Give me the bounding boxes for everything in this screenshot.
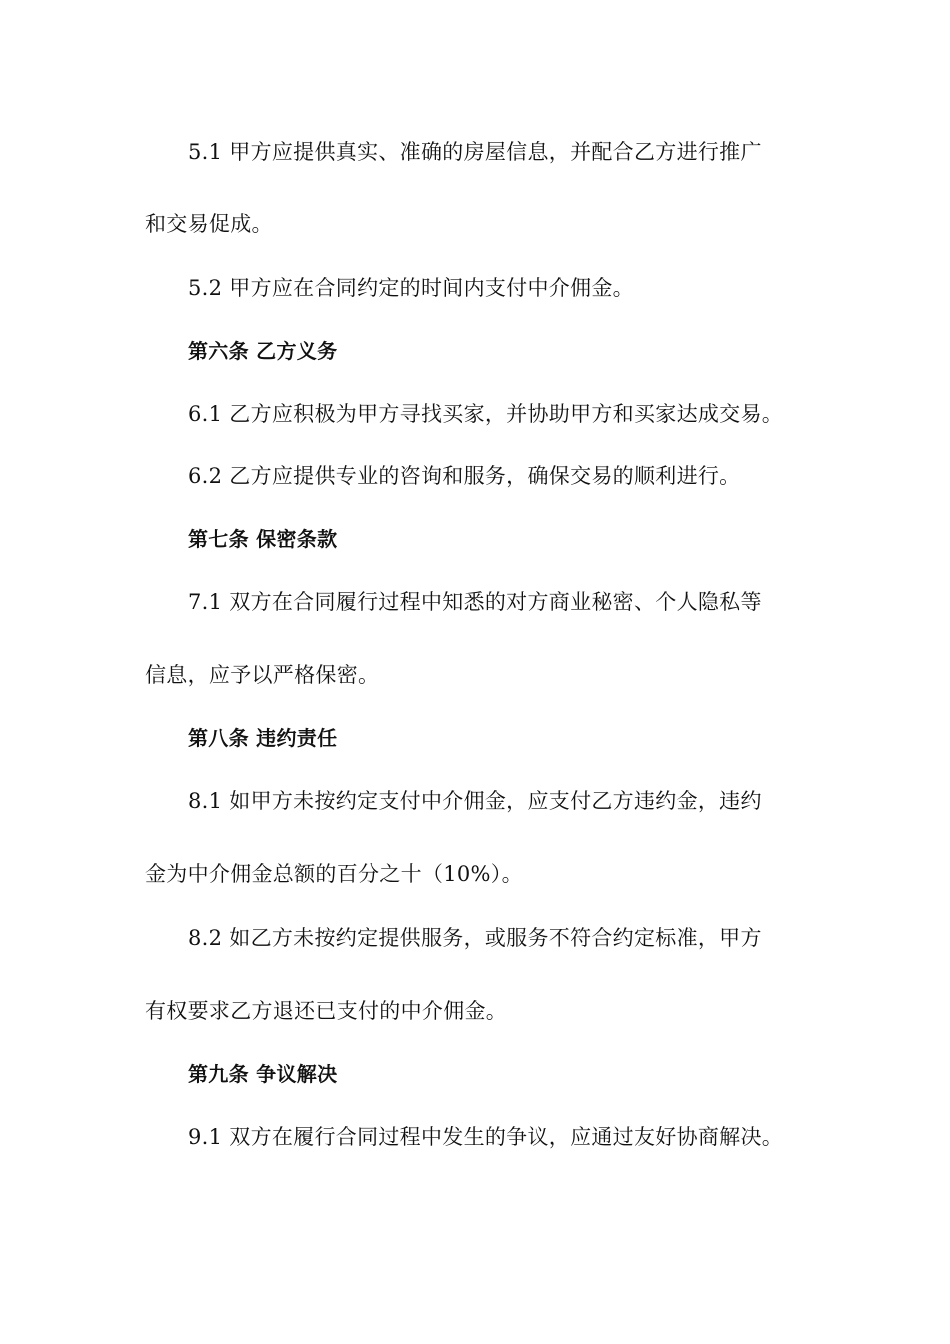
clause-8-1-line-1: 8.1 如甲方未按约定支付中介佣金，应支付乙方违约金，违约 [188, 789, 762, 813]
clause-5-1-line-1: 5.1 甲方应提供真实、准确的房屋信息，并配合乙方进行推广 [188, 140, 762, 164]
clause-8-1-line-2: 金为中介佣金总额的百分之十（10%）。 [145, 862, 523, 886]
article-8-heading: 第八条 违约责任 [188, 726, 338, 750]
clause-5-2: 5.2 甲方应在合同约定的时间内支付中介佣金。 [188, 276, 634, 300]
clause-7-1-line-2: 信息，应予以严格保密。 [145, 663, 380, 687]
article-7-heading: 第七条 保密条款 [188, 527, 338, 551]
clause-9-1: 9.1 双方在履行合同过程中发生的争议，应通过友好协商解决。 [188, 1125, 784, 1149]
clause-8-2-line-2: 有权要求乙方退还已支付的中介佣金。 [145, 999, 508, 1023]
article-6-heading: 第六条 乙方义务 [188, 339, 338, 363]
clause-5-1-line-2: 和交易促成。 [145, 212, 273, 236]
clause-6-1: 6.1 乙方应积极为甲方寻找买家，并协助甲方和买家达成交易。 [188, 402, 784, 426]
clause-7-1-line-1: 7.1 双方在合同履行过程中知悉的对方商业秘密、个人隐私等 [188, 590, 762, 614]
article-9-heading: 第九条 争议解决 [188, 1062, 338, 1086]
clause-6-2: 6.2 乙方应提供专业的咨询和服务，确保交易的顺利进行。 [188, 464, 741, 488]
clause-8-2-line-1: 8.2 如乙方未按约定提供服务，或服务不符合约定标准，甲方 [188, 926, 762, 950]
